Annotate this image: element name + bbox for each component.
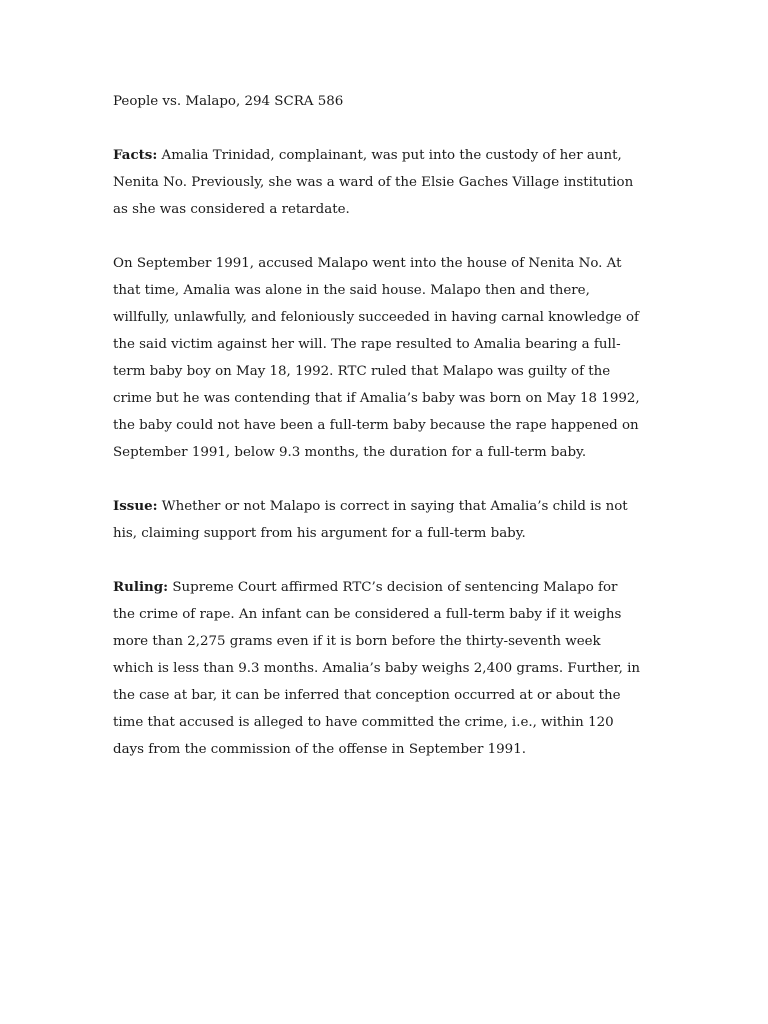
ruling-text: Supreme Court affirmed RTC’s decision of sentencing Malapo for the crime of rape. An infant can be considered a full-term baby if it weighs more than 2,275 grams even if it is born before the thirty-seventh week which is less than 9.3 months. Amalia’s baby weighs 2,400 grams. Further, in the case at bar, it can be inferred that conception occurred at or about the time that accused is alleged to have committed the crime, i.e., within 120 days from the commission of the offense in September 1991. xyxy=(113,580,641,757)
ruling-paragraph xyxy=(113,574,643,763)
facts-paragraph xyxy=(113,142,643,223)
facts-label: Facts: xyxy=(113,147,158,163)
facts-continued-paragraph: On September 1991, accused Malapo went into the house of Nenita No. At that time, Amalia was alone in the said house. Malapo then and there, willfully, unlawfully, and feloniously succeeded in having carnal knowledge of the said victim against her will. The rape resulted to Amalia bearing a full-term baby boy on May 18, 1992. RTC ruled that Malapo was guilty of the crime but he was contending that if Amalia’s baby was born on May 18 1992, the baby could not have been a full-term baby because the rape happened on September 1991, below 9.3 months, the duration for a full-term baby. xyxy=(113,256,640,460)
facts-text: Amalia Trinidad, complainant, was put into the custody of her aunt, Nenita No. Previously, she was a ward of the Elsie Gaches Village institution as she was considered a retardate. xyxy=(113,148,634,217)
case-title: People vs. Malapo, 294 SCRA 586 xyxy=(113,94,344,109)
document-page xyxy=(113,88,643,790)
issue-paragraph xyxy=(113,493,643,547)
ruling-label: Ruling: xyxy=(113,579,169,595)
issue-text: Whether or not Malapo is correct in saying that Amalia’s child is not his, claiming support from his argument for a full-term baby. xyxy=(113,499,628,541)
issue-label: Issue: xyxy=(113,498,158,514)
